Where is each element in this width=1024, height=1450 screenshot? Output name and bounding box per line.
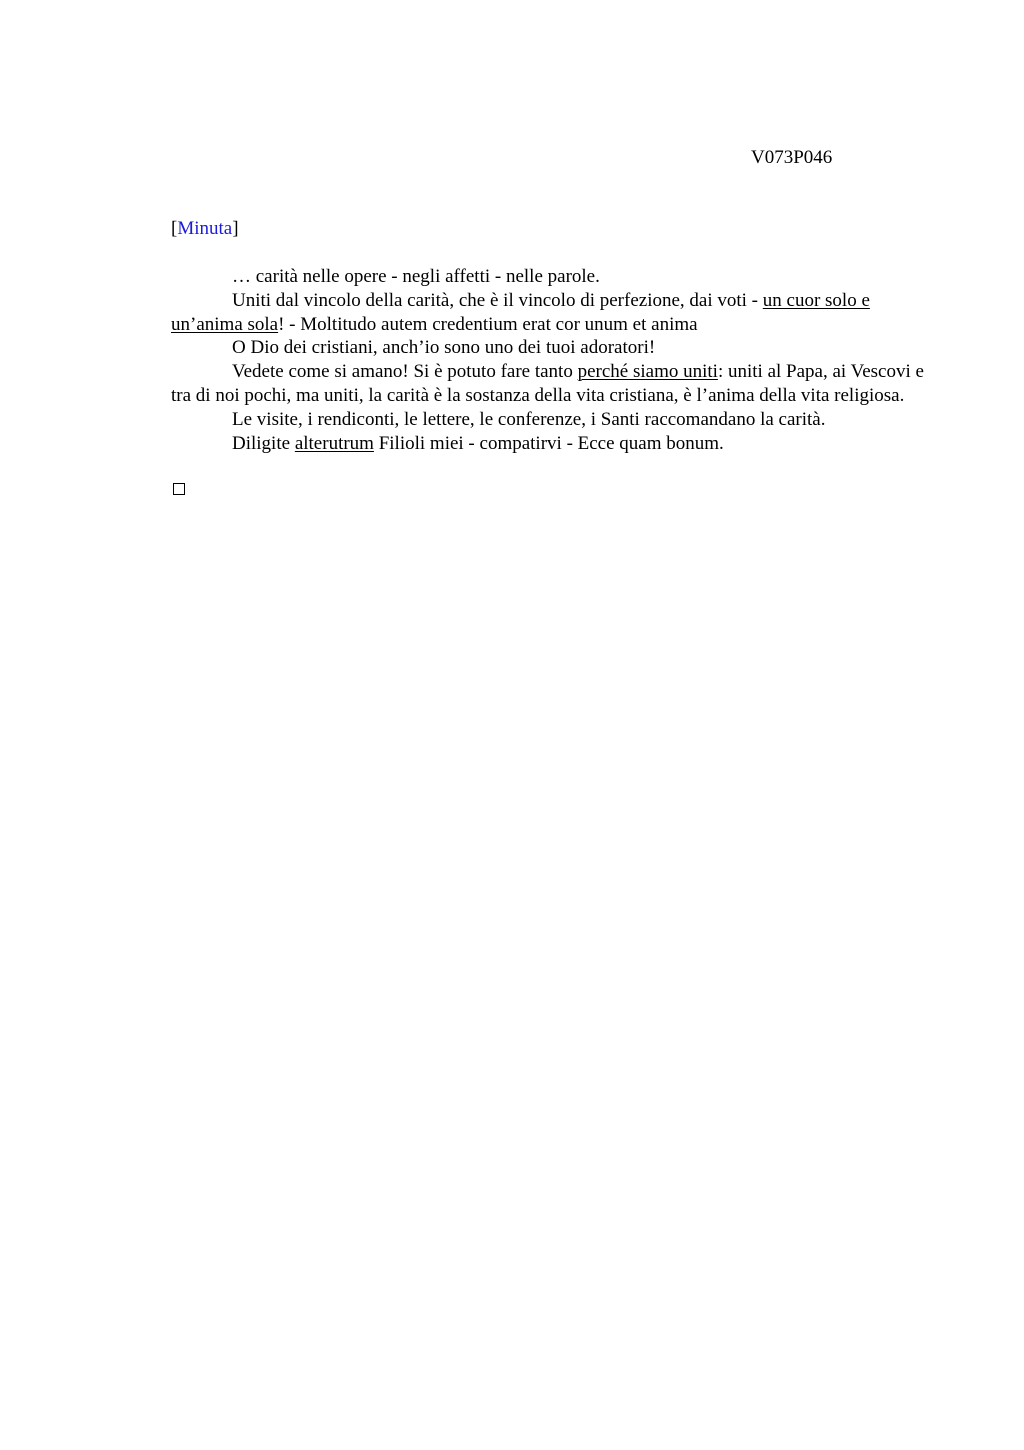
paragraph-text: Filioli miei - compatirvi - Ecce quam bonum. bbox=[373, 432, 724, 454]
document-body bbox=[171, 265, 933, 455]
paragraph bbox=[171, 265, 933, 289]
paragraph bbox=[171, 432, 933, 456]
paragraph-text: Uniti dal vincolo della carità, che è il vincolo di perfezione, dai voti - bbox=[232, 289, 763, 311]
document-code: V073P046 bbox=[751, 147, 833, 168]
paragraph bbox=[171, 336, 933, 360]
paragraph bbox=[171, 289, 933, 337]
paragraph-text: Vedete come si amano! Si è potuto fare tanto bbox=[232, 361, 578, 383]
paragraph-text: O Dio dei cristiani, anch’io sono uno dei tuoi adoratori! bbox=[232, 337, 656, 359]
paragraph-text: Le visite, i rendiconti, le lettere, le conferenze, i Santi raccomandano la carità. bbox=[232, 408, 826, 430]
label-open-bracket: [ bbox=[171, 218, 178, 239]
paragraph-text: Diligite bbox=[232, 432, 295, 454]
label-close-bracket: ] bbox=[232, 218, 239, 239]
paragraph-text: … carità nelle opere - negli affetti - nelle parole. bbox=[232, 266, 600, 287]
underlined-text: alterutrum bbox=[294, 432, 374, 454]
paragraph-text: : uniti al Papa, ai Vescovi e tra di noi pochi, ma uniti, la carità è la sostanza della vita cristiana, è l’anima della vita religiosa. bbox=[171, 361, 924, 406]
label-minuta-link[interactable]: Minuta bbox=[177, 218, 233, 239]
paragraph bbox=[171, 360, 933, 408]
paragraph bbox=[171, 408, 933, 432]
underlined-text: perché siamo uniti bbox=[577, 361, 718, 383]
document-label bbox=[171, 217, 239, 241]
underlined-text: un cuor solo e un’anima sola bbox=[171, 289, 870, 335]
square-outline-icon bbox=[173, 483, 185, 495]
paragraph-text: ! - Moltitudo autem credentium erat cor unum et anima bbox=[278, 313, 698, 335]
